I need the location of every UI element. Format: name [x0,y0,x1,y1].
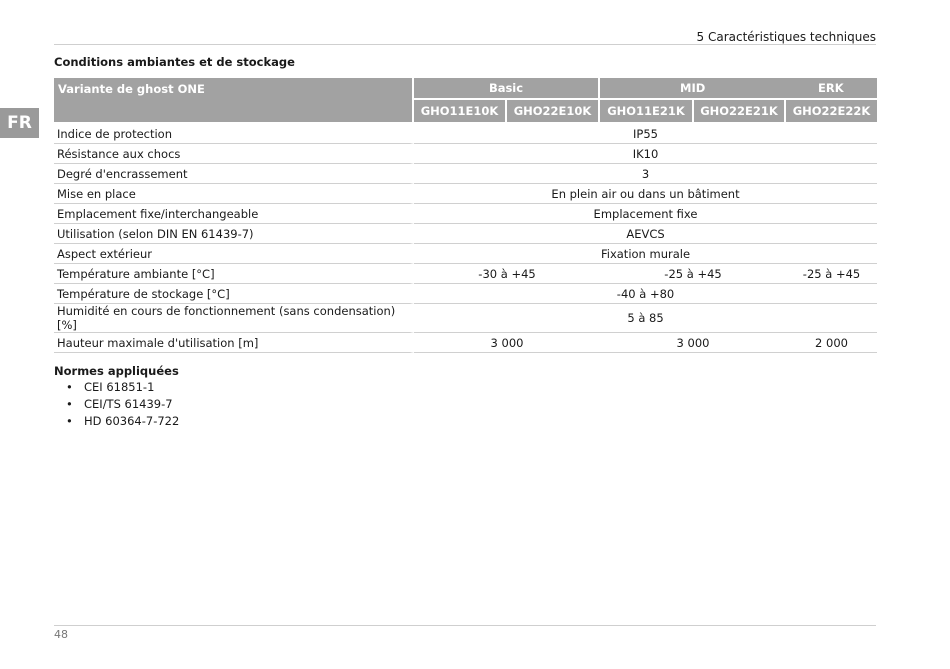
row-label: Indice de protection [54,124,414,144]
bullet: • [66,414,73,428]
row-value: 5 à 85 [414,304,877,333]
row-value-mid: 3 000 [600,333,786,353]
row-value: Fixation murale [414,244,877,264]
row-value-basic: -30 à +45 [414,264,600,284]
list-item [54,380,179,397]
row-value-erk: 2 000 [786,333,877,353]
language-tab: FR [0,108,39,138]
row-label: Température de stockage [°C] [54,284,414,304]
model-header: GHO11E21K [600,100,694,124]
row-label: Aspect extérieur [54,244,414,264]
row-value-mid: -25 à +45 [600,264,786,284]
row-label: Emplacement fixe/interchangeable [54,204,414,224]
row-label: Mise en place [54,184,414,204]
model-header: GHO22E21K [694,100,786,124]
model-header: GHO22E10K [507,100,600,124]
variant-header: Variante de ghost ONE [54,78,414,124]
norm-label: HD 60364-7-722 [84,414,180,428]
row-label: Degré d'encrassement [54,164,414,184]
footer-divider [54,625,876,626]
row-value: 3 [414,164,877,184]
table-row [54,244,877,264]
row-label: Hauteur maximale d'utilisation [m] [54,333,414,353]
row-value-basic: 3 000 [414,333,600,353]
row-value-erk: -25 à +45 [786,264,877,284]
norm-label: CEI/TS 61439-7 [84,397,173,411]
table-row [54,204,877,224]
model-header: GHO22E22K [786,100,877,124]
row-label: Température ambiante [°C] [54,264,414,284]
section-title: Conditions ambiantes et de stockage [54,55,295,69]
group-header-erk: ERK [818,81,844,95]
table-row [54,333,877,353]
group-header-mid: MID [680,81,706,95]
row-value: IK10 [414,144,877,164]
table-row [54,304,877,333]
table-row [54,184,877,204]
norms-title: Normes appliquées [54,364,179,378]
page-number: 48 [54,628,68,641]
row-value: -40 à +80 [414,284,877,304]
row-value: Emplacement fixe [414,204,877,224]
table-row [54,124,877,144]
norms-list [54,380,179,431]
group-header-mid-erk [600,78,877,100]
specifications-table [54,78,877,353]
bullet: • [66,380,73,394]
table-row [54,284,877,304]
row-value: En plein air ou dans un bâtiment [414,184,877,204]
row-value: IP55 [414,124,877,144]
row-label: Utilisation (selon DIN EN 61439-7) [54,224,414,244]
table-row [54,164,877,184]
running-header: 5 Caractéristiques techniques [696,30,876,44]
bullet: • [66,397,73,411]
header-divider [54,44,876,45]
table-row [54,264,877,284]
group-header-basic: Basic [414,78,600,100]
row-label: Résistance aux chocs [54,144,414,164]
norm-label: CEI 61851-1 [84,380,155,394]
list-item [54,397,179,414]
table-row [54,144,877,164]
table-row [54,224,877,244]
row-value: AEVCS [414,224,877,244]
model-header: GHO11E10K [414,100,507,124]
list-item [54,414,179,431]
row-label: Humidité en cours de fonctionnement (sans condensation) [%] [54,304,414,333]
